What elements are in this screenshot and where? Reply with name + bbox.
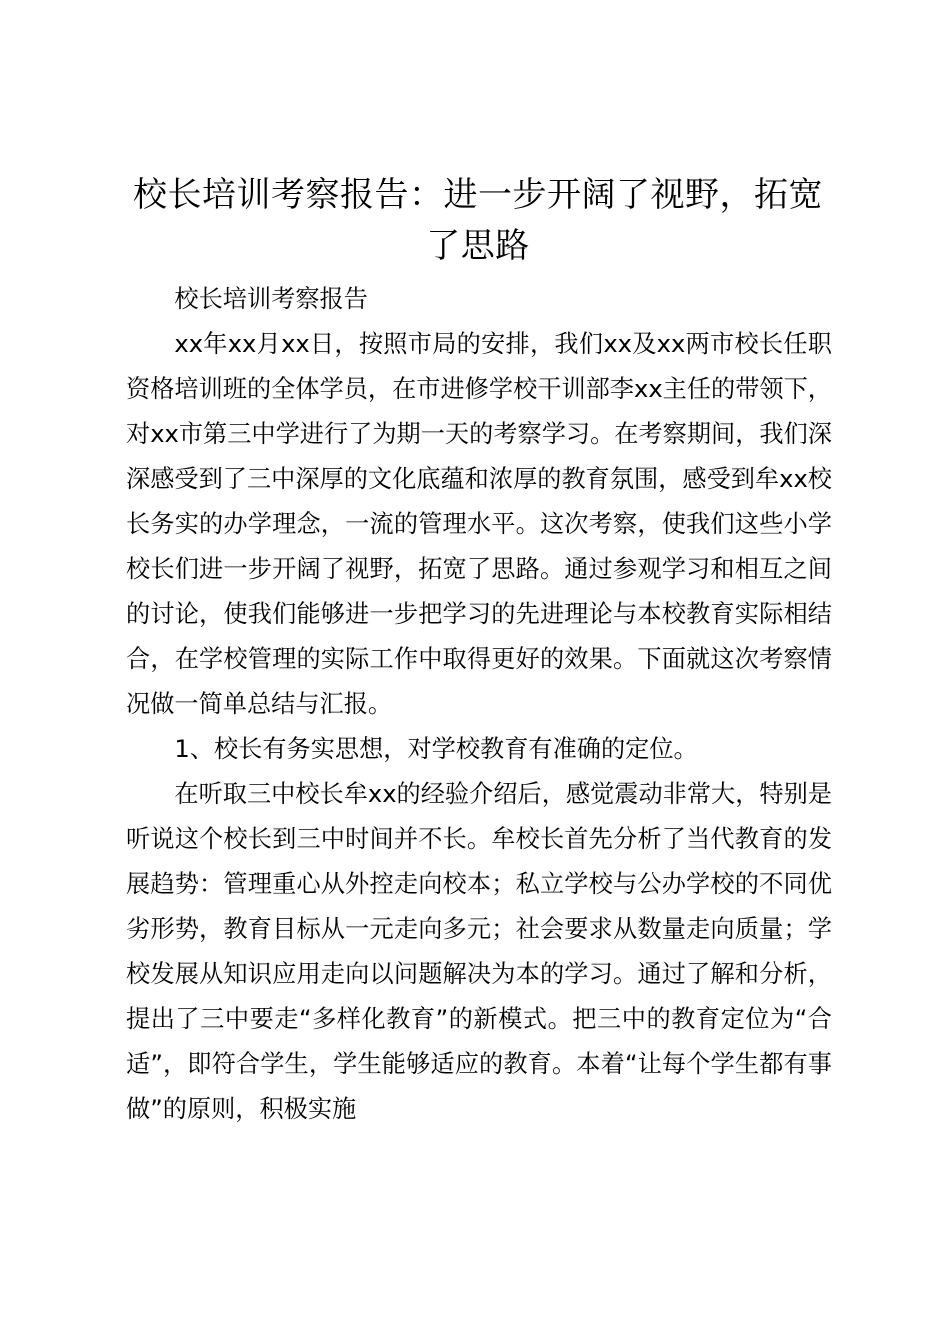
document-body (126, 277, 832, 1132)
paragraph-subtitle: 校长培训考察报告 (174, 285, 368, 313)
paragraph-section-heading: 1、校长有务实思想，对学校教育有准确的定位。 (174, 735, 698, 763)
paragraph-intro: xx年xx月xx日，按照市局的安排，我们xx及xx两市校长任职资格培训班的全体学员，在市进修学校干训部李xx主任的带领下，对xx市第三中学进行了为期一天的考察学习。在考察期间，我们深深感受到了三中深厚的文化底蕴和浓厚的教育氛围，感受到牟xx校长务实的办学理念，一流的管理水平。这次考察，使我们这些小学校长们进一步开阔了视野，拓宽了思路。通过参观学习和相互之间的讨论，使我们能够进一步把学习的先进理论与本校教育实际相结合，在学校管理的实际工作中取得更好的效果。下面就这次考察情况做一简单总结与汇报。 (126, 330, 832, 718)
document-title: 校长培训考察报告：进一步开阔了视野，拓宽了思路 (133, 175, 823, 266)
paragraph-section-body: 在听取三中校长牟xx的经验介绍后，感觉震动非常大，特别是听说这个校长到三中时间并不长。牟校长首先分析了当代教育的发展趋势：管理重心从外控走向校本；私立学校与公办学校的不同优劣形势，教育目标从一元走向多元；社会要求从数量走向质量；学校发展从知识应用走向以问题解决为本的学习。通过了解和分析，提出了三中要走“多样化教育”的新模式。把三中的教育定位为“合适”，即符合学生，学生能够适应的教育。本着“让每个学生都有事做”的原则，积极实施 (126, 780, 832, 1123)
